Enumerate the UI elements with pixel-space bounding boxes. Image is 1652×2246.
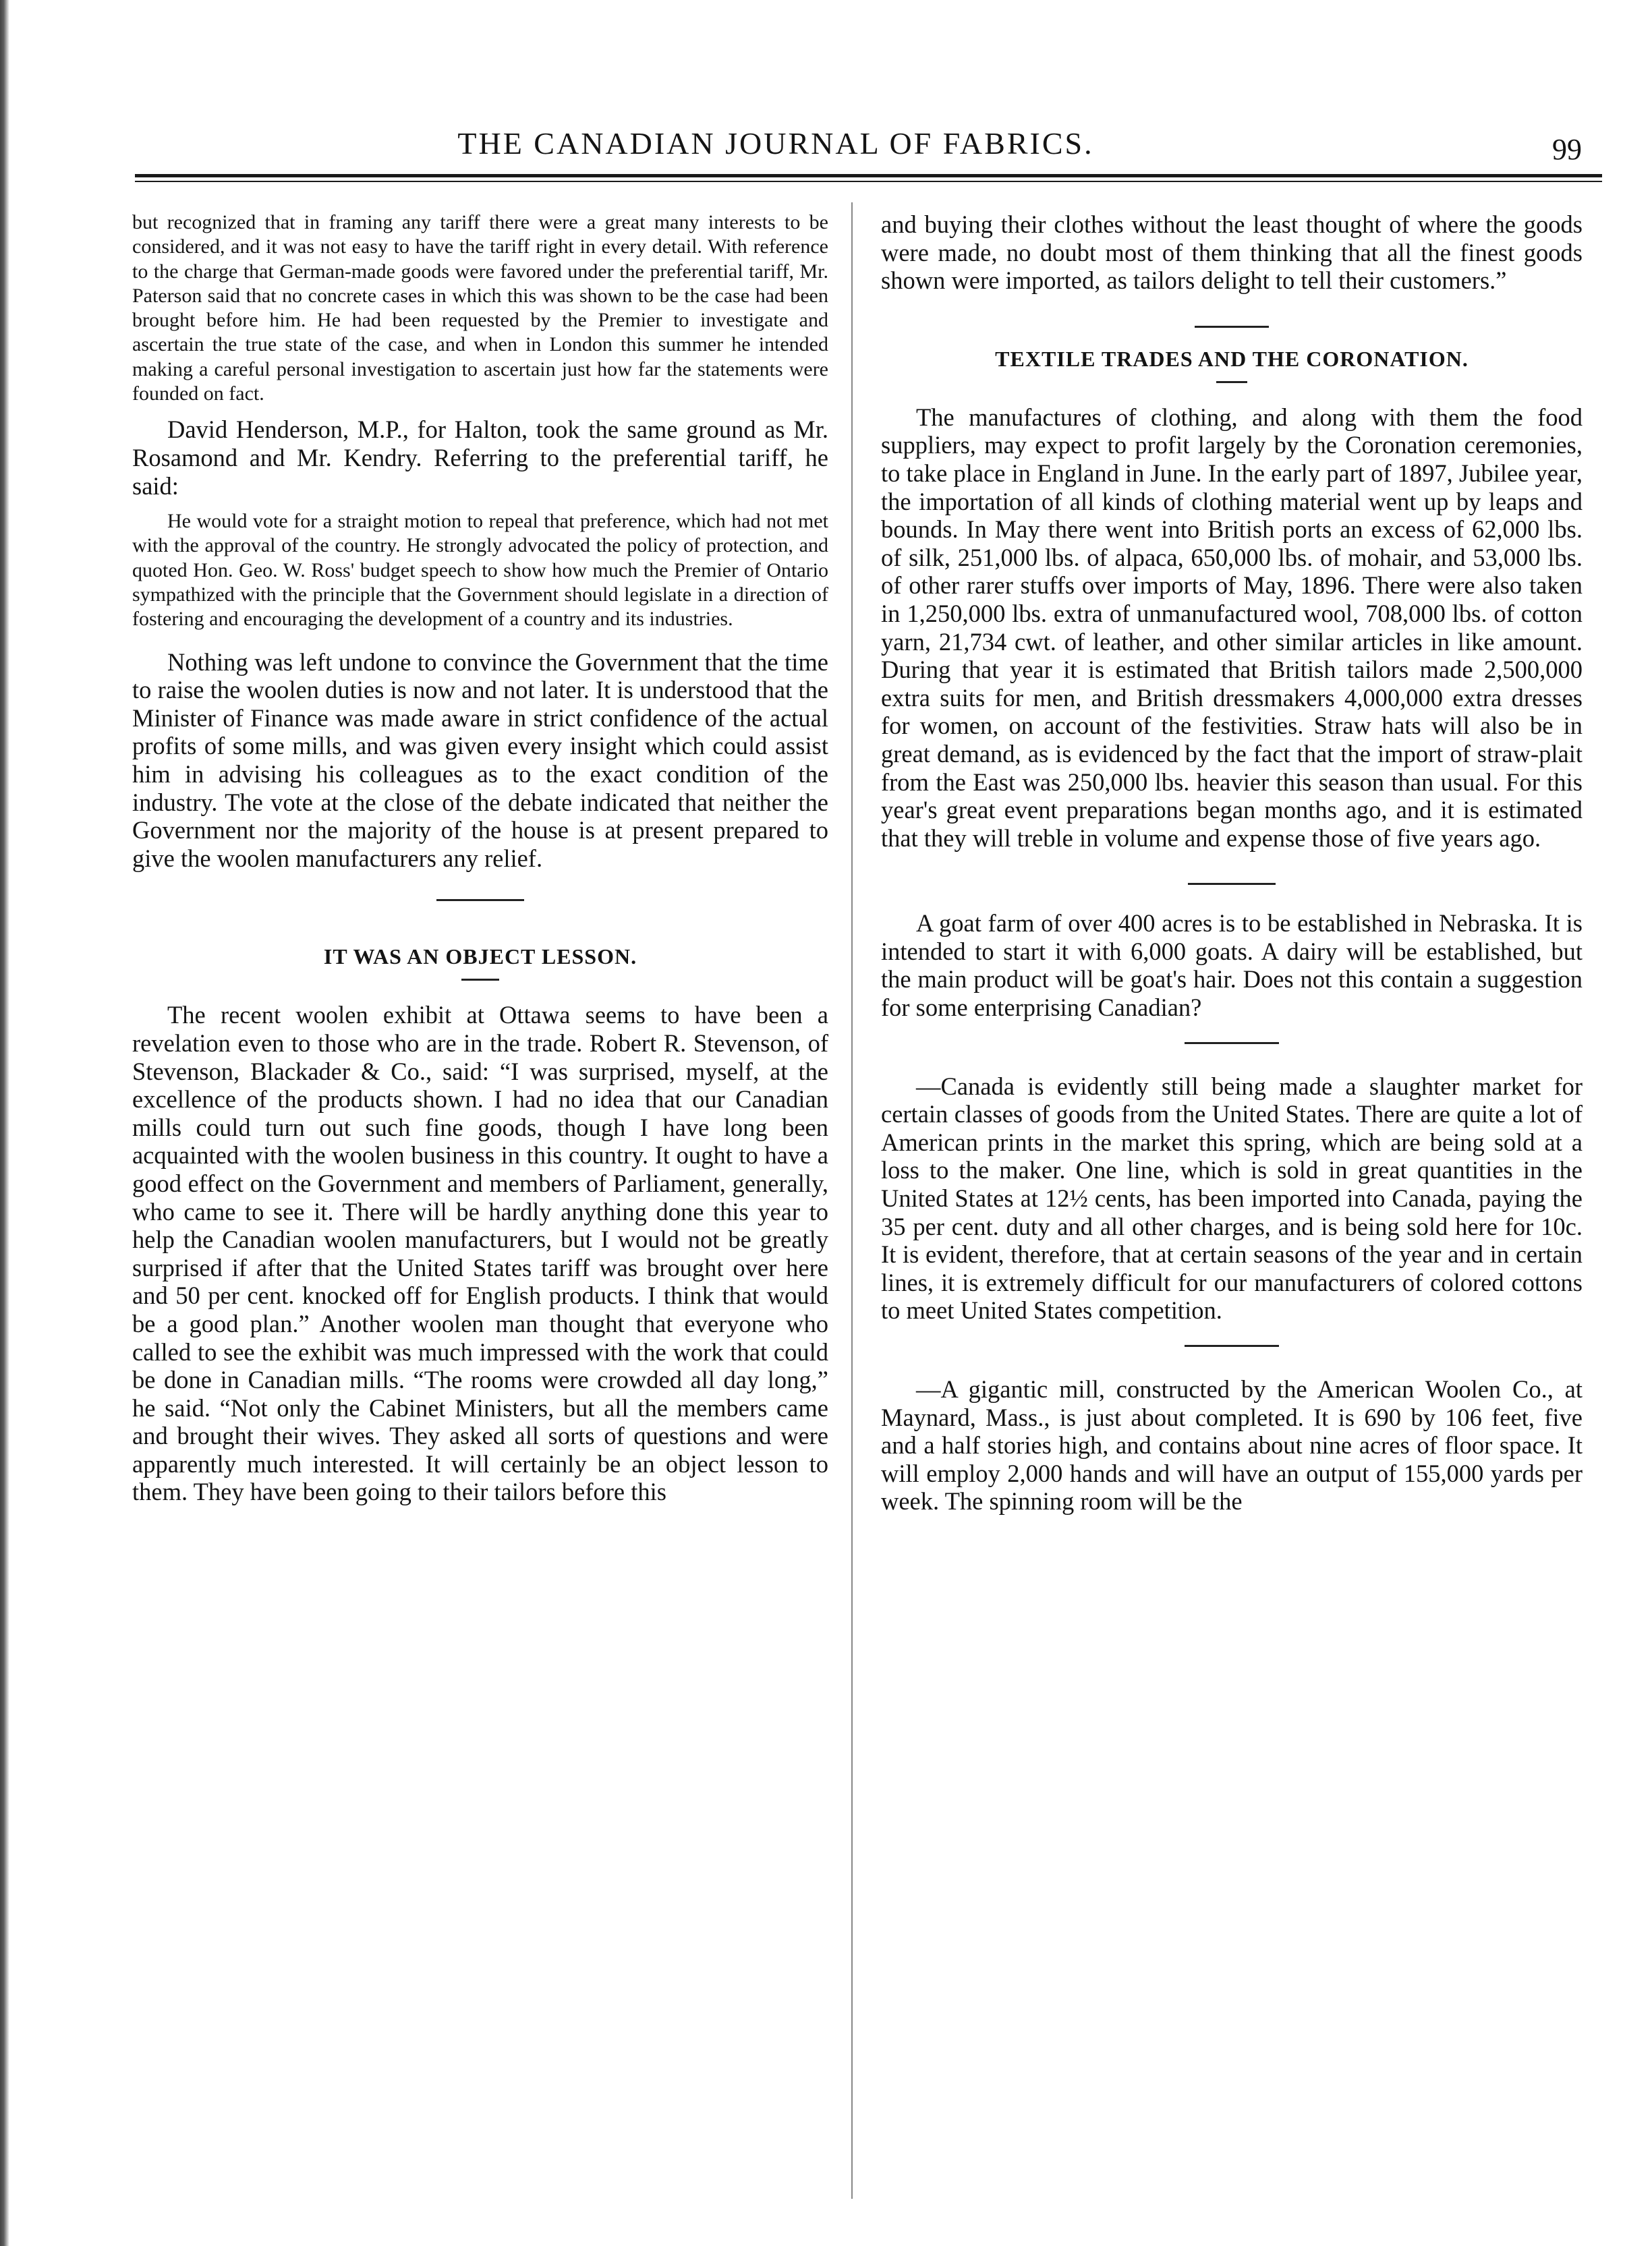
page-number: 99 — [1552, 133, 1582, 166]
section-separator — [1188, 883, 1276, 885]
paragraph: —A gigantic mill, constructed by the American Woolen Co., at Maynard, Mass., is just about completed. It is 690 by 106 feet, five and a half stories high, and contains about nine acres of floor space. It will employ 2,000 hands and will have an output of 155,000 yards per week. The spinning room will be the — [881, 1375, 1583, 1516]
header-rule — [135, 174, 1602, 177]
paragraph: —Canada is evidently still being made a slaughter market for certain classes of goods from the United States. There are quite a lot of American prints in the market this spring, which are being sold at a loss to the maker. One line, which is sold in great quantities in the United States at 12½ cents, has been imported into Canada, paying the 35 per cent. duty and all other charges, and is being sold here for 10c. It is evident, therefore, that at certain seasons of the year and in certain lines, it is extremely difficult for our manufacturers of colored cottons to meet United States competition. — [881, 1072, 1583, 1325]
paragraph: A goat farm of over 400 acres is to be established in Nebraska. It is intended to start it with 6,000 goats. A dairy will be established, but the main product will be goat's hair. Does not this contain a suggestion for some enterprising Canadian? — [881, 909, 1583, 1022]
paragraph: Nothing was left undone to convince the Government that the time to raise the woolen duties is now and not later. It is understood that the Minister of Finance was made aware in strict confidence of the actual profits of some mills, and was given every insight which could assist him in advising his colleagues as to the exact condition of the industry. The vote at the close of the debate indicated that neither the Government nor the majority of the house is at present prepared to give the woolen manufacturers any relief. — [132, 647, 828, 872]
left-column — [132, 210, 828, 1506]
page-header — [135, 125, 1602, 166]
paragraph: The recent woolen exhibit at Ottawa seems to have been a revelation even to those who are in the trade. Robert R. Stevenson, of Stevenson, Blackader & Co., said: “I was surprised, myself, at the excellence of the products shown. I had no idea that our Canadian mills could turn out such fine goods, though I have long been acquainted with the woolen business in this country. It ought to have a good effect on the Government and members of Parliament, generally, who came to see it. There will be hardly anything done this year to help the Canadian woolen manufacturers, but I would not be greatly surprised if after that the United States tariff was brought over here and 50 per cent. knocked off for English products. I think that would be a good plan.” Another woolen man thought that everyone who called to see the exhibit was much impressed with the work that could be done in Canadian mills. “The rooms were crowded all day long,” he said. “Not only the Cabinet Ministers, but all the members came and brought their wives. They asked all sorts of questions and were apparently much interested. It will certainly be an object lesson to them. They have been going to their tailors before this — [132, 1001, 828, 1506]
section-separator — [1185, 1042, 1279, 1044]
section-separator — [1185, 1345, 1279, 1347]
running-title: THE CANADIAN JOURNAL OF FABRICS. — [457, 126, 1094, 161]
section-separator — [436, 899, 524, 901]
quoted-paragraph: He would vote for a straight motion to repeal that preference, which had not met with the approval of the country. He strongly advocated the policy of protection, and quoted Hon. Geo. W. Ross' budget speech to show how much the Premier of Ontario sympathized with the principle that the Government should legislate in a direction of fostering and encouraging the development of a country and its industries. — [132, 510, 828, 631]
section-heading: IT WAS AN OBJECT LESSON. — [323, 944, 637, 969]
heading-rule — [1216, 381, 1247, 383]
paragraph: The manufactures of clothing, and along with them the food suppliers, may expect to profit largely by the Coronation ceremonies, to take place in England in June. In the early part of 1897, Jubilee year, the importation of all kinds of clothing material went up by leaps and bounds. In May there went into British ports an excess of 62,000 lbs. of silk, 251,000 lbs. of alpaca, 650,000 lbs. of mohair, and 53,000 lbs. of other rarer stuffs over imports of May, 1896. There were also taken in 1,250,000 lbs. extra of unmanufactured wool, 708,000 lbs. of cotton yarn, 21,734 cwt. of leather, and other similar articles in like amount. During that year it is estimated that British tailors made 2,500,000 extra suits for men, and British dressmakers 4,000,000 extra dresses for women, on account of the festivities. Straw hats will also be in great demand, as is evidenced by the fact that the import of straw-plait from the East was 250,000 lbs. heavier this season than usual. For this year's great event preparations began months ago, and it is estimated that they will treble in volume and expense those of five years ago. — [881, 403, 1583, 852]
paragraph: and buying their clothes without the least thought of where the goods were made, no doubt most of them thinking that all the finest goods shown were imported, as tailors delight to tell their customers.” — [881, 210, 1583, 295]
paragraph: but recognized that in framing any tariff there were a great many interests to be considered, and it was not easy to have the tariff right in every detail. With reference to the charge that German-made goods were favored under the preferential tariff, Mr. Paterson said that no concrete cases in which this was shown to be the case had been brought before him. He had been requested by the Premier to investigate and ascertain the true state of the case, and when in London this summer he intended making a careful personal investigation to ascertain just how far the statements were founded on fact. — [132, 211, 828, 405]
heading-rule — [461, 979, 499, 981]
section-heading: TEXTILE TRADES AND THE CORONATION. — [995, 346, 1469, 371]
right-column — [881, 210, 1583, 1516]
header-rule-thin — [135, 181, 1602, 182]
binding-edge — [0, 0, 9, 2246]
section-separator — [1195, 326, 1269, 328]
paragraph: David Henderson, M.P., for Halton, took the same ground as Mr. Rosamond and Mr. Kendry. Referring to the preferential tariff, he said: — [132, 415, 828, 500]
column-divider — [851, 202, 853, 2199]
